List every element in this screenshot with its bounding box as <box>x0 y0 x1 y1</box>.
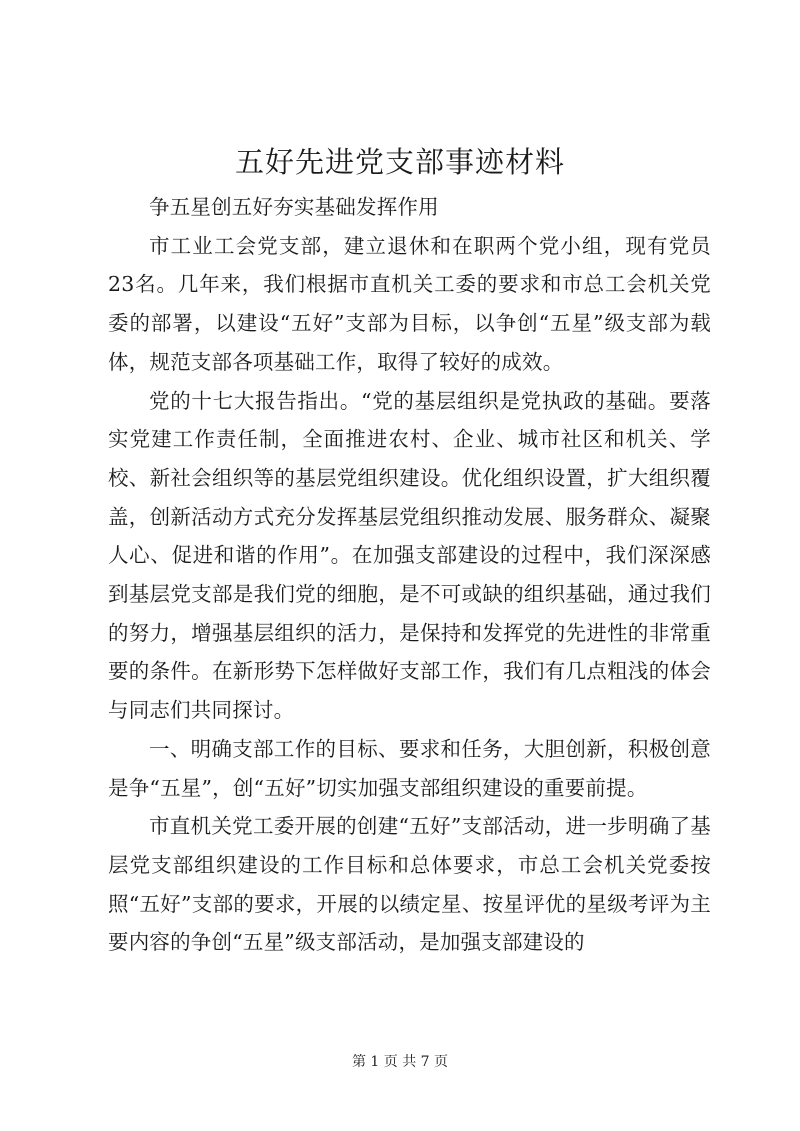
document-body <box>108 188 711 962</box>
body-paragraph: 市直机关党工委开展的创建“五好”支部活动，进一步明确了基层党支部组织建设的工作目标和总体要求，市总工会机关党委按照“五好”支部的要求，开展的以绩定星、按星评优的星级考评为主要内容的争创“五星”级支部活动，是加强支部建设的 <box>108 814 711 955</box>
body-paragraph: 党的十七大报告指出。“党的基层组织是党执政的基础。要落实党建工作责任制，全面推进农村、企业、城市社区和机关、学校、新社会组织等的基层党组织建设。优化组织设置，扩大组织覆盖，创新活动方式充分发挥基层党组织推动发展、服务群众、凝聚人心、促进和谐的作用”。在加强支部建设的过程中，我们深深感到基层党支部是我们党的细胞，是不可或缺的组织基础，通过我们的努力，增强基层组织的活力，是保持和发挥党的先进性的非常重要的条件。在新形势下怎样做好支部工作，我们有几点粗浅的体会与同志们共同探讨。 <box>108 388 711 723</box>
document-title: 五好先进党支部事迹材料 <box>234 145 565 179</box>
body-paragraph: 一、明确支部工作的目标、要求和任务，大胆创新，积极创意是争“五星”，创“五好”切实加强支部组织建设的重要前提。 <box>108 736 711 800</box>
page-footer: 第 1 页 共 7 页 <box>351 1054 449 1070</box>
subtitle-paragraph: 争五星创五好夯实基础发挥作用 <box>149 195 439 219</box>
body-paragraph: 市工业工会党支部，建立退休和在职两个党小组，现有党员23名。几年来，我们根据市直机关工委的要求和市总工会机关党委的部署，以建设“五好”支部为目标，以争创“五星”级支部为载体，规范支部各项基础工作，取得了较好的成效。 <box>108 233 711 374</box>
